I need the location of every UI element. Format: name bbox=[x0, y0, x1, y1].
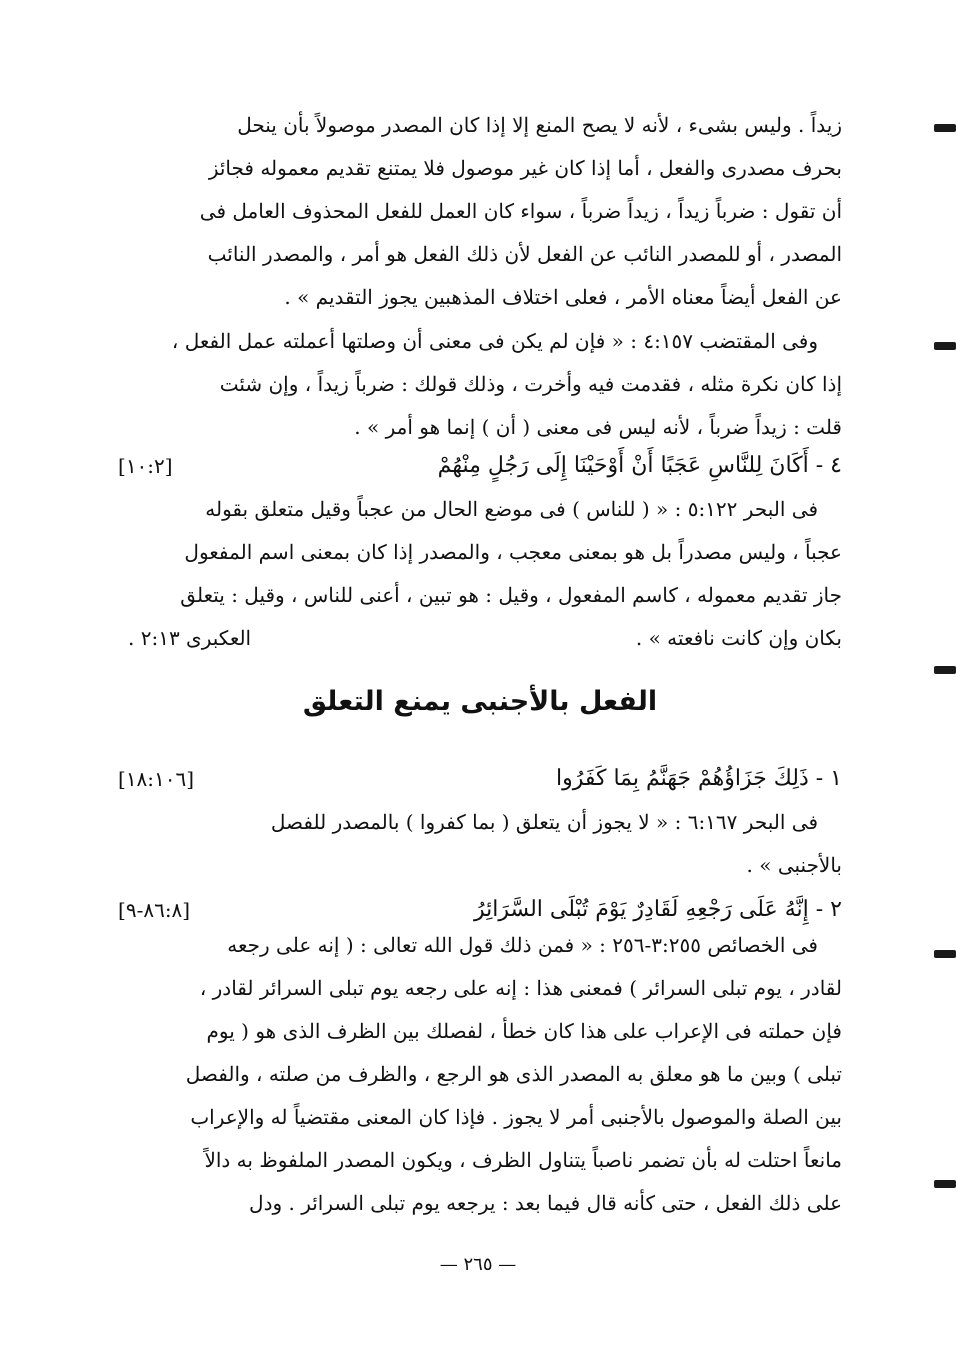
text-line: بكان وإن كانت نافعته » . bbox=[635, 626, 842, 650]
text-line: زيداً . وليس بشىء ، لأنه لا يصح المنع إلا إذا كان المصدر موصولاً بأن ينحل bbox=[237, 113, 842, 137]
verse-reference: [١٨:١٠٦] bbox=[118, 767, 195, 791]
paragraph-block-2 bbox=[118, 320, 842, 449]
page-number: — ٢٦٥ — bbox=[439, 1254, 517, 1275]
text-line: عن الفعل أيضاً معناه الأمر ، فعلى اختلاف المذهبين يجوز التقديم » . bbox=[284, 285, 842, 309]
paragraph-block-5 bbox=[118, 924, 842, 1225]
verse-reference: [٨٦:٨-٩] bbox=[118, 898, 191, 922]
scan-edge-mark bbox=[934, 124, 956, 132]
text-line: إذا كان نكرة مثله ، فقدمت فيه وأخرت ، وذلك قولك : ضرباً زيداً ، وإن شئت bbox=[219, 372, 842, 396]
paragraph-block-3-last-line bbox=[118, 617, 842, 660]
text-line: أن تقول : ضرباً زيداً ، زيداً ضرباً ، سواء كان العمل للفعل المحذوف العامل فى bbox=[199, 199, 842, 223]
text-line: فى الخصائص ٣:٢٥٥-٢٥٦ : « فمن ذلك قول الله تعالى : ( إنه على رجعه bbox=[227, 933, 818, 957]
scan-edge-mark bbox=[934, 1180, 956, 1188]
text-line: قلت : زيداً ضرباً ، لأنه ليس فى معنى ( أن ) إنما هو أمر » . bbox=[354, 415, 842, 439]
verse-text: ٤ - أَكَانَ لِلنَّاسِ عَجَبًا أَنْ أَوْحَيْنَا إِلَى رَجُلٍ مِنْهُمْ bbox=[437, 453, 842, 478]
quran-verse-1 bbox=[118, 757, 842, 801]
paragraph-block-4 bbox=[118, 801, 842, 887]
scan-edge-mark bbox=[934, 342, 956, 350]
verse-reference: [١٠:٢] bbox=[118, 454, 173, 478]
verse-text: ١ - ذَلِكَ جَزَاؤُهُمْ جَهَنَّمُ بِمَا كَفَرُوا bbox=[555, 766, 842, 791]
text-line: مانعاً احتلت له بأن تضمر ناصباً يتناول الظرف ، ويكون المصدر الملفوظ به دالاً bbox=[204, 1148, 842, 1172]
text-line: تبلى ) وبين ما هو معلق به المصدر الذى هو الرجع ، والظرف من صلته ، والفصل bbox=[185, 1062, 842, 1086]
text-line: جاز تقديم معموله ، كاسم المفعول ، وقيل : هو تبين ، أعنى للناس ، وقيل : يتعلق bbox=[180, 583, 842, 607]
text-line: فإن حملته فى الإعراب على هذا كان خطأ ، لفصلك بين الظرف الذى هو ( يوم bbox=[206, 1019, 842, 1043]
quran-verse-4 bbox=[118, 444, 842, 488]
scan-edge-mark bbox=[934, 950, 956, 958]
text-line: المصدر ، أو للمصدر النائب عن الفعل لأن ذلك الفعل هو أمر ، والمصدر النائب bbox=[207, 242, 842, 266]
verse-text: ٢ - إِنَّهُ عَلَى رَجْعِهِ لَقَادِرٌ يَوْمَ تُبْلَى السَّرَائِرُ bbox=[473, 897, 842, 922]
section-heading: الفعل بالأجنبى يمنع التعلق bbox=[302, 686, 658, 717]
text-line: عجباً ، وليس مصدراً بل هو بمعنى معجب ، والمصدر إذا كان بمعنى اسم المفعول bbox=[184, 540, 842, 564]
text-line: فى البحر ٦:١٦٧ : « لا يجوز أن يتعلق ( بما كفروا ) بالمصدر للفصل bbox=[270, 810, 818, 834]
text-line: بالأجنبى » . bbox=[746, 853, 842, 877]
text-line: بحرف مصدرى والفعل ، أما إذا كان غير موصول فلا يمتنع تقديم معموله فجائز bbox=[208, 156, 842, 180]
text-line: فى البحر ٥:١٢٢ : « ( للناس ) فى موضع الحال من عجباً وقيل متعلق بقوله bbox=[205, 497, 818, 521]
text-line: على ذلك الفعل ، حتى كأنه قال فيما بعد : يرجعه يوم تبلى السرائر . ودل bbox=[249, 1191, 842, 1215]
text-line: بين الصلة والموصول بالأجنبى أمر لا يجوز . فإذا كان المعنى مقتضياً له والإعراب bbox=[190, 1105, 842, 1129]
paragraph-block-3 bbox=[118, 488, 842, 617]
citation-reference: العكبرى ٢:١٣ . bbox=[128, 626, 252, 650]
text-line: لقادر ، يوم تبلى السرائر ) فمعنى هذا : إنه على رجعه يوم تبلى السرائر لقادر ، bbox=[199, 976, 842, 1000]
text-line: وفى المقتضب ٤:١٥٧ : « فإن لم يكن فى معنى أن وصلتها أعملته عمل الفعل ، bbox=[171, 329, 818, 353]
paragraph-block-1 bbox=[118, 104, 842, 319]
scan-edge-mark bbox=[934, 666, 956, 674]
